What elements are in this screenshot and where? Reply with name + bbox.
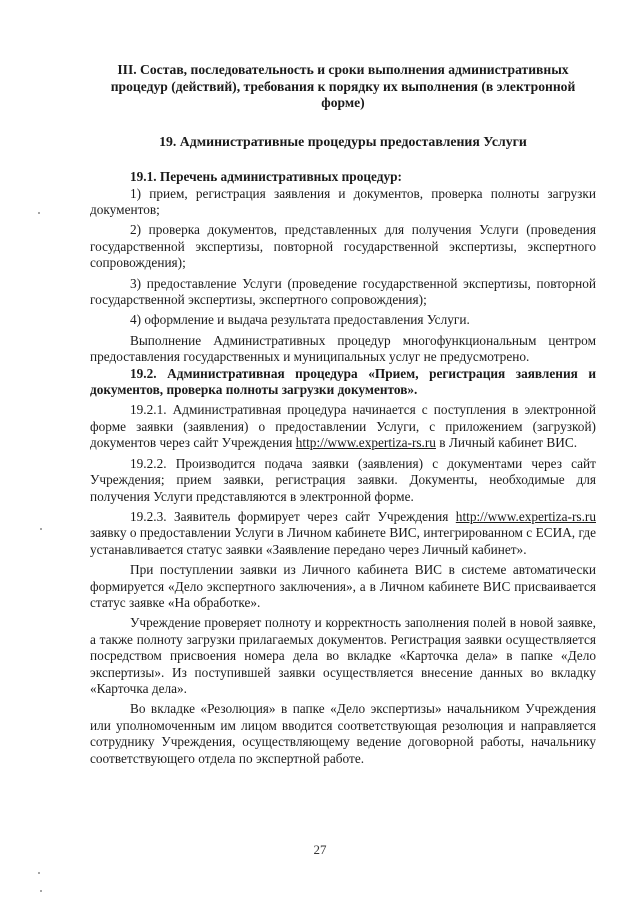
paragraph-resolution: Во вкладке «Резолюция» в папке «Дело экспертизы» начальником Учреждения или уполномоченным им лицом вводится соответствующая резолюция и направляется сотруднику Учреждения, осуществляющему ведение договорной работы, начальнику соответствующего отдела по экспертной работе. [90, 701, 596, 766]
list-heading: 19.1. Перечень административных процедур: [130, 169, 402, 185]
expertiza-link[interactable]: http://www.expertiza-rs.ru [455, 508, 596, 524]
list-item: 3) предоставление Услуги (проведение государственной экспертизы, повторной государственной экспертизы, экспертного сопровождения); [90, 275, 596, 308]
paragraph-19-2-1 [90, 402, 596, 451]
scan-speck [38, 872, 40, 874]
mfc-note: Выполнение Административных процедур многофункциональным центром предоставления государственных и муниципальных услуг не предусмотрено. [90, 332, 596, 365]
page-number: 27 [313, 842, 327, 857]
section-title: III. Состав, последовательность и сроки выполнения административных процедур (действий), требования к порядку их выполнения (в электронной форме) [110, 62, 576, 111]
expertiza-link[interactable]: http://www.expertiza-rs.ru [295, 435, 436, 451]
subsection-title: 19. Административные процедуры предоставления Услуги [159, 133, 527, 149]
paragraph-receipt: При поступлении заявки из Личного кабинета ВИС в системе автоматически формируется «Дело экспертного заключения», а в Личном кабинете ВИС присваивается статус заявке «На обработке». [90, 562, 596, 610]
paragraph-19-2-3 [90, 509, 596, 558]
scan-speck [38, 212, 40, 214]
paragraph-text: заявку о предоставлении Услуги в Личном кабинете ВИС, интегрированном с ЕСИА, где устанавливается статус заявки «Заявление передано через Личный кабинет». [90, 525, 596, 557]
list-item: 4) оформление и выдача результата предоставления Услуги. [130, 312, 470, 328]
page-content [90, 62, 596, 767]
paragraph-text: в Личный кабинет ВИС. [435, 435, 578, 451]
paragraph-check: Учреждение проверяет полноту и корректность заполнения полей в новой заявке, а также полноту загрузки прилагаемых документов. Регистрация заявки осуществляется посредством присвоения номера дела во вкладке «Карточка дела» в папке «Дело экспертизы». Из поступившей заявки осуществляется внесение данных во вкладку «Карточка дела». [90, 615, 596, 696]
list-item: 2) проверка документов, представленных для получения Услуги (проведения государственной экспертизы, повторной государственной экспертизы, экспертного сопровождения); [90, 222, 596, 271]
procedure-heading: 19.2. Административная процедура «Прием, регистрация заявления и документов, проверка полноты загрузки документов». [90, 365, 596, 398]
paragraph-19-2-2: 19.2.2. Производится подача заявки (заявления) с документами через сайт Учреждения; прием заявки, регистрация заявки. Документы, необходимые для получения Услуги представляются в электронной форме. [90, 455, 596, 504]
list-item: 1) прием, регистрация заявления и документов, проверка полноты загрузки документов; [90, 185, 596, 217]
paragraph-text: 19.2.3. Заявитель формирует через сайт Учреждения [130, 508, 456, 524]
scan-speck [40, 528, 42, 530]
scan-speck [40, 890, 42, 892]
paragraph-text: 19.2.1. Административная процедура начинается с поступления в электронной форме заявки (заявления) о предоставлении Услуги, с приложением (загрузкой) документов через сайт Учреждения [90, 402, 596, 451]
